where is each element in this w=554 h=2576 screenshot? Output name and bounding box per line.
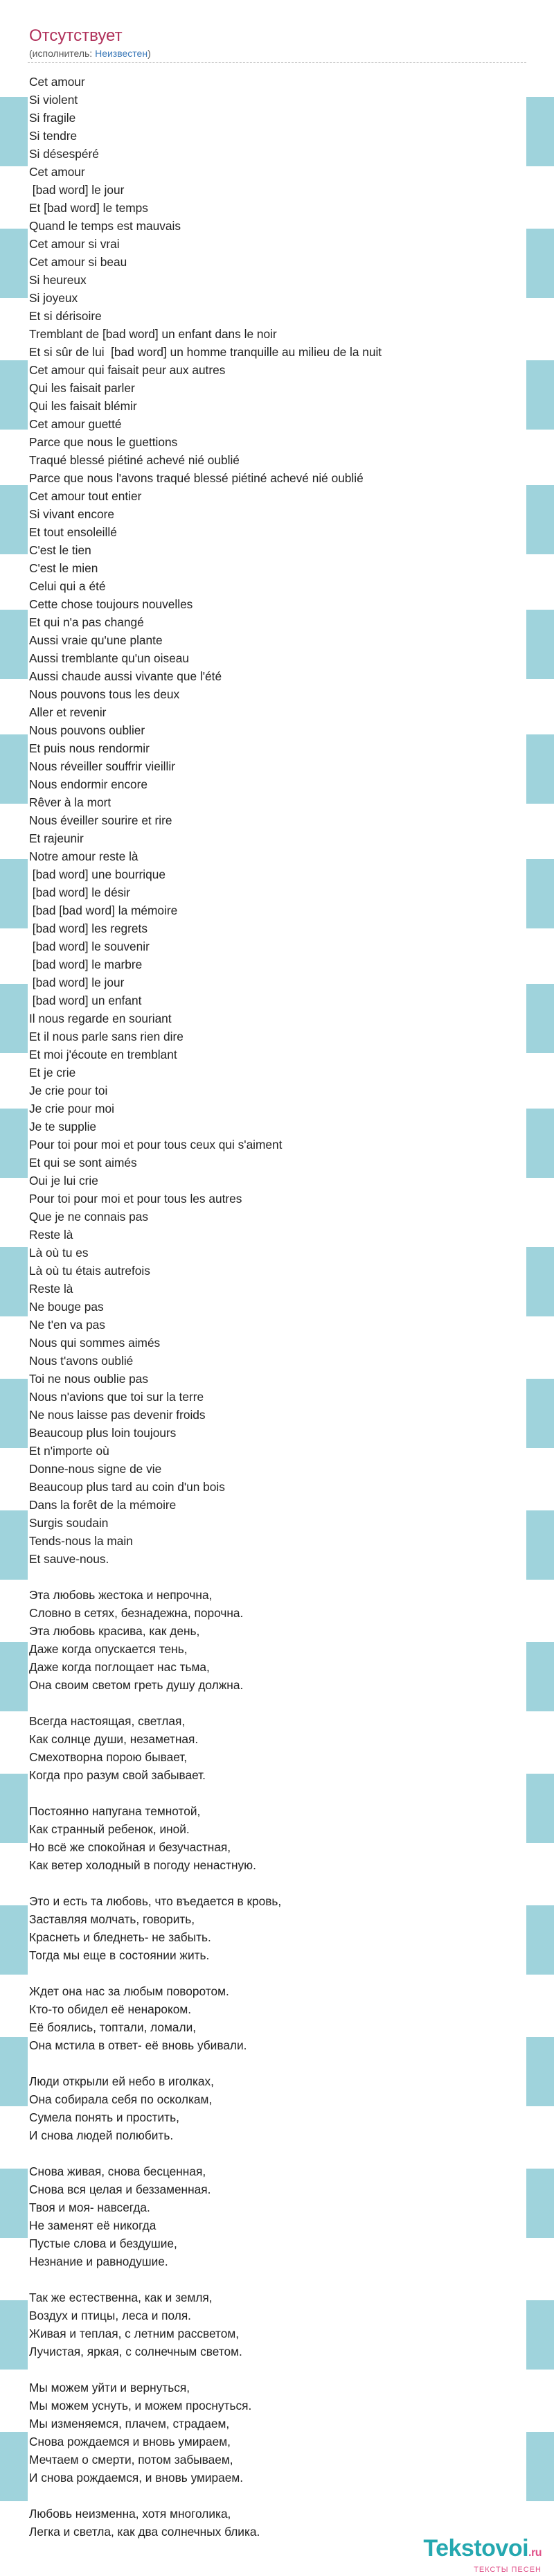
lyric-line: Et sauve-nous. [29, 1552, 109, 1566]
title-divider [28, 62, 526, 63]
lyric-line: Мы изменяемся, плачем, страдаем, [29, 2417, 230, 2431]
side-stripe [0, 1642, 28, 1711]
side-stripe [526, 360, 554, 430]
lyric-line: Её боялись, топтали, ломали, [29, 2020, 197, 2034]
lyric-line: Cette chose toujours nouvelles [29, 597, 193, 611]
lyric-line: Parce que nous l'avons traqué blessé piétiné achevé nié oublié [29, 471, 364, 485]
lyric-line: Снова вся целая и беззаменная. [29, 2182, 211, 2196]
side-stripe [0, 2037, 28, 2106]
song-title: Отсутствует [29, 26, 123, 45]
lyrics-text [28, 73, 526, 2541]
side-stripe [0, 229, 28, 298]
lyric-line: Когда про разум свой забывает. [29, 1768, 206, 1782]
side-stripe [526, 485, 554, 554]
lyric-line: Всегда настоящая, светлая, [29, 1714, 186, 1728]
side-stripe [526, 2432, 554, 2501]
lyric-line: [bad word] le jour [29, 976, 125, 989]
lyric-line: Снова рождаемся и вновь умираем, [29, 2435, 231, 2449]
lyric-line: Et n'importe où [29, 1444, 109, 1458]
lyric-line: Не заменят её никогда [29, 2218, 157, 2232]
stanza-gap [28, 1694, 526, 1712]
logo-wordmark [423, 2536, 542, 2566]
side-stripe [0, 1774, 28, 1843]
lyric-line: Nous pouvons oublier [29, 723, 145, 737]
lyric-line: Et si sûr de lui [bad word] un homme tranquille au milieu de la nuit [29, 345, 382, 359]
lyric-line: Ne bouge pas [29, 1300, 104, 1314]
lyric-line: Si joyeux [29, 291, 78, 305]
side-stripe [526, 97, 554, 166]
stanza-gap [28, 2270, 526, 2288]
side-stripe [526, 2169, 554, 2238]
lyric-line: Toi ne nous oublie pas [29, 1372, 148, 1386]
side-stripe [0, 984, 28, 1053]
lyric-line: Beaucoup plus tard au coin d'un bois [29, 1480, 225, 1494]
lyric-line: Как солнце души, незаметная. [29, 1732, 199, 1746]
lyric-line: Она мстила в ответ- её вновь убивали. [29, 2038, 247, 2052]
stanza-gap [28, 2144, 526, 2162]
lyric-line: Si fragile [29, 111, 76, 125]
lyric-line: Как ветер холодный в погоду ненастную. [29, 1858, 256, 1872]
side-stripe [0, 360, 28, 430]
lyric-line: Quand le temps est mauvais [29, 219, 181, 233]
side-stripe [0, 97, 28, 166]
stanza-gap [28, 2054, 526, 2072]
subtitle-suffix: ) [148, 48, 151, 59]
side-stripe [0, 610, 28, 679]
lyric-line: Это и есть та любовь, что въедается в кровь, [29, 1894, 282, 1908]
side-stripe [526, 1109, 554, 1178]
lyric-line: Nous éveiller sourire et rire [29, 813, 172, 827]
lyric-line: Parce que nous le guettions [29, 435, 178, 449]
lyric-line: Пустые слова и бездушие, [29, 2237, 177, 2250]
lyric-line: Si heureux [29, 273, 87, 287]
lyric-line: И снова людей полюбить. [29, 2128, 174, 2142]
lyric-line: Любовь неизменна, хотя многолика, [29, 2507, 231, 2521]
lyric-line: C'est le tien [29, 543, 91, 557]
lyric-line: Et tout ensoleillé [29, 525, 117, 539]
lyric-line: Даже когда опускается тень, [29, 1642, 188, 1656]
side-stripe [0, 1379, 28, 1448]
side-stripe [0, 2169, 28, 2238]
lyric-line: Ne t'en va pas [29, 1318, 105, 1332]
side-stripe [526, 2300, 554, 2370]
lyric-line: Et moi j'écoute en tremblant [29, 1048, 177, 1061]
lyric-line: Незнание и равнодушие. [29, 2255, 168, 2268]
lyric-line: Et je crie [29, 1066, 76, 1079]
lyric-line: Мы можем уснуть, и можем проснуться. [29, 2399, 252, 2412]
stanza-gap [28, 1874, 526, 1892]
lyric-line: Aller et revenir [29, 705, 107, 719]
lyric-line: Так же естественна, как и земля, [29, 2291, 213, 2304]
lyric-line: Notre amour reste là [29, 849, 138, 863]
lyric-line: Тогда мы еще в состоянии жить. [29, 1948, 210, 1962]
lyric-line: C'est le mien [29, 561, 98, 575]
lyric-line: Nous pouvons tous les deux [29, 687, 180, 701]
side-stripe [526, 1642, 554, 1711]
lyric-line: И снова рождаемся, и вновь умираем. [29, 2471, 244, 2485]
side-stripe [526, 2037, 554, 2106]
lyric-line: Словно в сетях, безнадежна, порочна. [29, 1606, 244, 1620]
lyric-line: [bad word] un enfant [29, 994, 142, 1007]
lyric-line: Легка и светла, как два солнечных блика. [29, 2525, 260, 2539]
artist-link[interactable]: Неизвестен [95, 48, 148, 59]
side-stripe [0, 1905, 28, 1975]
lyric-line: Si tendre [29, 129, 78, 143]
lyric-line: Il nous regarde en souriant [29, 1012, 172, 1025]
lyric-line: Она собирала себя по осколкам, [29, 2092, 213, 2106]
lyric-line: Donne-nous signe de vie [29, 1462, 162, 1476]
lyric-line: Как странный ребенок, иной. [29, 1822, 190, 1836]
lyric-line: Qui les faisait parler [29, 381, 135, 395]
lyric-line: Tremblant de [bad word] un enfant dans le noir [29, 327, 277, 341]
side-stripe [0, 2432, 28, 2501]
side-stripe [526, 984, 554, 1053]
lyric-line: Постоянно напугана темнотой, [29, 1804, 201, 1818]
lyric-line: Кто-то обидел её ненароком. [29, 2002, 192, 2016]
lyric-line: Si vivant encore [29, 507, 114, 521]
lyric-line: Ne nous laisse pas devenir froids [29, 1408, 206, 1422]
lyric-line: [bad word] une bourrique [29, 867, 166, 881]
lyric-line: Là où tu étais autrefois [29, 1264, 150, 1278]
lyric-line: Краснеть и бледнеть- не забыть. [29, 1930, 211, 1944]
lyric-line: Мы можем уйти и вернуться, [29, 2381, 190, 2394]
lyric-line: [bad word] le souvenir [29, 939, 150, 953]
lyric-line: Cet amour tout entier [29, 489, 142, 503]
lyric-line: Aussi vraie qu'une plante [29, 633, 163, 647]
side-stripe [526, 1510, 554, 1580]
logo-tagline: ТЕКСТЫ ПЕСЕН [474, 2566, 542, 2574]
lyric-line: Aussi chaude aussi vivante que l'été [29, 669, 222, 683]
lyric-line: Снова живая, снова бесценная, [29, 2164, 206, 2178]
side-stripe [0, 859, 28, 928]
logo-tld: .ru [528, 2547, 542, 2559]
lyric-line: Cet amour [29, 165, 85, 179]
lyric-line: Твоя и моя- навсегда. [29, 2200, 150, 2214]
lyric-line: Эта любовь жестока и непрочна, [29, 1588, 213, 1602]
stanza-gap [28, 2487, 526, 2505]
lyric-line: Nous qui sommes aimés [29, 1336, 161, 1350]
side-stripe [0, 1109, 28, 1178]
lyrics-page [28, 0, 526, 2541]
stanza-gap [28, 1568, 526, 1586]
side-stripe [0, 1510, 28, 1580]
stanza-gap [28, 2361, 526, 2379]
lyric-line: [bad word] le désir [29, 885, 131, 899]
lyric-line: Даже когда поглощает нас тьма, [29, 1660, 210, 1674]
logo-main-text: Tekstovoi [423, 2535, 529, 2561]
lyric-line: Et puis nous rendormir [29, 741, 150, 755]
lyric-line: Celui qui a été [29, 579, 106, 593]
side-stripe [526, 1247, 554, 1316]
stanza-gap [28, 1784, 526, 1802]
lyric-line: [bad word] le jour [29, 183, 125, 197]
lyric-line: Она своим светом греть душу должна. [29, 1678, 244, 1692]
lyric-line: Сумела понять и простить, [29, 2110, 179, 2124]
lyric-line: Pour toi pour moi et pour tous ceux qui s'aiment [29, 1138, 283, 1152]
lyric-line: Мечтаем о смерти, потом забываем, [29, 2453, 233, 2467]
side-stripe [526, 610, 554, 679]
lyric-line: Tends-nous la main [29, 1534, 133, 1548]
site-logo[interactable] [423, 2536, 542, 2574]
lyric-line: Si désespéré [29, 147, 99, 161]
lyric-line: Et il nous parle sans rien dire [29, 1030, 184, 1043]
side-stripe [526, 1905, 554, 1975]
lyric-line: Rêver à la mort [29, 795, 111, 809]
lyric-line: Люди открыли ей небо в иголках, [29, 2074, 214, 2088]
lyric-line: Заставляя молчать, говорить, [29, 1912, 195, 1926]
lyric-line: Je crie pour toi [29, 1084, 108, 1097]
lyric-line: Эта любовь красива, как день, [29, 1624, 200, 1638]
lyric-line: Là où tu es [29, 1246, 89, 1260]
lyric-line: Et [bad word] le temps [29, 201, 148, 215]
side-stripe [526, 1774, 554, 1843]
lyric-line: Traqué blessé piétiné achevé nié oublié [29, 453, 240, 467]
lyric-line: Лучистая, яркая, с солнечным светом. [29, 2345, 242, 2358]
lyric-line: Qui les faisait blémir [29, 399, 137, 413]
lyric-line: Nous endormir encore [29, 777, 148, 791]
lyric-line: Et qui n'a pas changé [29, 615, 144, 629]
lyric-line: Живая и теплая, с летним рассветом, [29, 2327, 240, 2340]
lyric-line: Cet amour si beau [29, 255, 127, 269]
side-stripe [0, 734, 28, 804]
lyric-line: Cet amour si vrai [29, 237, 120, 251]
side-stripe [0, 2300, 28, 2370]
lyric-line: Cet amour [29, 75, 85, 89]
lyric-line: Reste là [29, 1228, 73, 1242]
lyric-line: Reste là [29, 1282, 73, 1296]
lyric-line: [bad word] les regrets [29, 921, 148, 935]
song-subtitle [29, 47, 526, 60]
lyric-line: Aussi tremblante qu'un oiseau [29, 651, 189, 665]
lyric-line: Nous n'avions que toi sur la terre [29, 1390, 204, 1404]
side-stripe [526, 1379, 554, 1448]
lyric-line: Но всё же спокойная и безучастная, [29, 1840, 231, 1854]
lyric-line: Je te supplie [29, 1120, 97, 1133]
lyric-line: Cet amour qui faisait peur aux autres [29, 363, 226, 377]
lyric-line: Et rajeunir [29, 831, 84, 845]
side-stripe [526, 734, 554, 804]
subtitle-prefix: (исполнитель: [29, 48, 96, 59]
side-stripe [0, 485, 28, 554]
lyric-line: Et qui se sont aimés [29, 1156, 137, 1170]
lyric-line: Nous t'avons oublié [29, 1354, 134, 1368]
lyric-line: Que je ne connais pas [29, 1210, 148, 1224]
lyric-line: [bad [bad word] la mémoire [29, 903, 178, 917]
lyric-line: [bad word] le marbre [29, 958, 143, 971]
lyric-line: Ждет она нас за любым поворотом. [29, 1984, 229, 1998]
lyric-line: Cet amour guetté [29, 417, 122, 431]
lyric-line: Beaucoup plus loin toujours [29, 1426, 177, 1440]
lyric-line: Pour toi pour moi et pour tous les autres [29, 1192, 242, 1206]
side-stripe [526, 229, 554, 298]
lyric-line: Si violent [29, 93, 78, 107]
lyric-line: Воздух и птицы, леса и поля. [29, 2309, 191, 2322]
stanza-gap [28, 1964, 526, 1982]
side-stripe [526, 859, 554, 928]
lyric-line: Смехотворна порою бывает, [29, 1750, 188, 1764]
lyric-line: Dans la forêt de la mémoire [29, 1498, 177, 1512]
side-stripe [0, 1247, 28, 1316]
lyric-line: Je crie pour moi [29, 1102, 114, 1115]
lyric-line: Surgis soudain [29, 1516, 109, 1530]
lyric-line: Nous réveiller souffrir vieillir [29, 759, 175, 773]
lyric-line: Oui je lui crie [29, 1174, 98, 1188]
lyric-line: Et si dérisoire [29, 309, 102, 323]
